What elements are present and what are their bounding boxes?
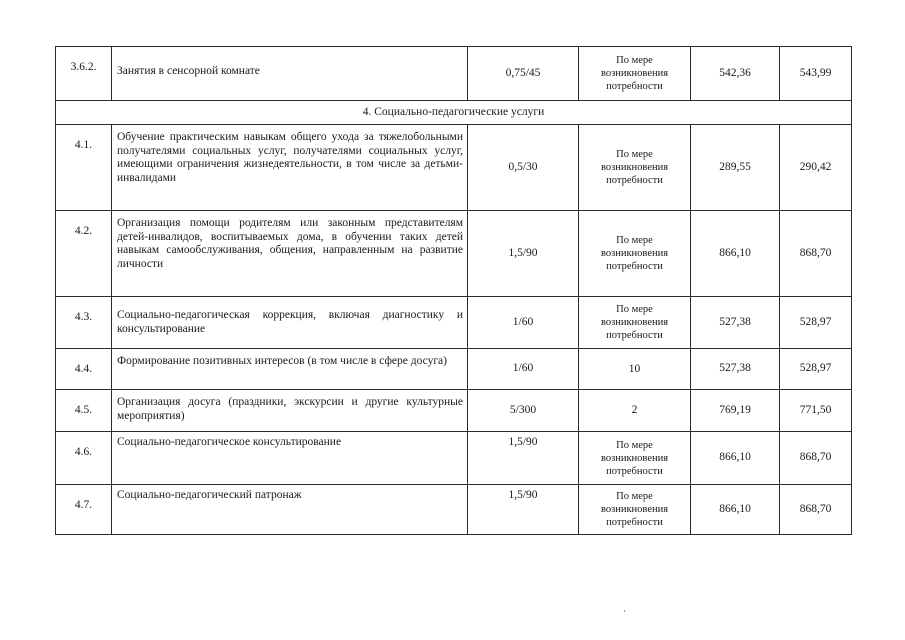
time-norm: 1/60 — [468, 349, 579, 390]
service-name: Организация досуга (праздники, экскурсии и другие культурные мероприятия) — [112, 390, 468, 432]
frequency: 2 — [579, 390, 691, 432]
table-row — [56, 349, 852, 390]
frequency-text: По мере возникновения потребности — [600, 304, 669, 341]
table-row — [56, 390, 852, 432]
time-norm: 1,5/90 — [468, 211, 579, 297]
price-2: 868,70 — [780, 432, 852, 485]
frequency-text: По мере возникновения потребности — [600, 491, 669, 528]
table-row — [56, 432, 852, 485]
price-1: 866,10 — [691, 211, 780, 297]
time-norm: 5/300 — [468, 390, 579, 432]
time-norm: 0,5/30 — [468, 125, 579, 211]
row-number: 4.5. — [56, 390, 112, 432]
frequency — [579, 125, 691, 211]
service-name: Социально-педагогический патронаж — [112, 485, 468, 535]
table-row — [56, 211, 852, 297]
price-1: 866,10 — [691, 485, 780, 535]
frequency-text: По мере возникновения потребности — [600, 149, 669, 186]
service-name: Обучение практическим навыкам общего ухода за тяжелобольными получателями социальных услуг, получателями социальных услуг, имеющими ограничения жизнедеятельности, в том числе за детьми-инвалидами — [112, 125, 468, 211]
service-name: Занятия в сенсорной комнате — [112, 47, 468, 101]
price-2: 528,97 — [780, 297, 852, 349]
tariff-table-page — [55, 46, 851, 535]
frequency-text: По мере возникновения потребности — [600, 439, 669, 477]
frequency — [579, 485, 691, 535]
section-title: 4. Социально-педагогические услуги — [56, 101, 852, 125]
table-row — [56, 47, 852, 101]
price-2: 868,70 — [780, 211, 852, 297]
row-number: 3.6.2. — [56, 47, 112, 101]
row-number: 4.6. — [56, 432, 112, 485]
row-number: 4.7. — [56, 485, 112, 535]
row-number: 4.2. — [56, 211, 112, 297]
price-2: 528,97 — [780, 349, 852, 390]
price-1: 527,38 — [691, 297, 780, 349]
table-row — [56, 485, 852, 535]
scan-speck — [624, 610, 625, 612]
table-row — [56, 297, 852, 349]
price-2: 290,42 — [780, 125, 852, 211]
row-number: 4.1. — [56, 125, 112, 211]
price-1: 527,38 — [691, 349, 780, 390]
service-name: Формирование позитивных интересов (в том числе в сфере досуга) — [112, 349, 468, 390]
time-norm: 1,5/90 — [468, 485, 579, 535]
price-1: 866,10 — [691, 432, 780, 485]
price-1: 769,19 — [691, 390, 780, 432]
frequency-text: По мере возникновения потребности — [600, 235, 669, 272]
service-name: Социально-педагогическое консультирование — [112, 432, 468, 485]
row-number: 4.4. — [56, 349, 112, 390]
frequency — [579, 432, 691, 485]
frequency — [579, 297, 691, 349]
time-norm: 1,5/90 — [468, 432, 579, 485]
price-2: 771,50 — [780, 390, 852, 432]
services-table — [55, 46, 852, 535]
price-1: 542,36 — [691, 47, 780, 101]
price-2: 868,70 — [780, 485, 852, 535]
price-1: 289,55 — [691, 125, 780, 211]
section-row — [56, 101, 852, 125]
service-name: Социально-педагогическая коррекция, включая диагностику и консультирование — [112, 297, 468, 349]
frequency-text: По мере возникновения потребности — [600, 55, 669, 92]
frequency: 10 — [579, 349, 691, 390]
row-number: 4.3. — [56, 297, 112, 349]
price-2: 543,99 — [780, 47, 852, 101]
service-name: Организация помощи родителям или законным представителям детей-инвалидов, воспитываемых дома, в обучении таких детей навыкам самообслуживания, общения, направленным на развитие личности — [112, 211, 468, 297]
table-row — [56, 125, 852, 211]
time-norm: 1/60 — [468, 297, 579, 349]
frequency — [579, 47, 691, 101]
time-norm: 0,75/45 — [468, 47, 579, 101]
frequency — [579, 211, 691, 297]
